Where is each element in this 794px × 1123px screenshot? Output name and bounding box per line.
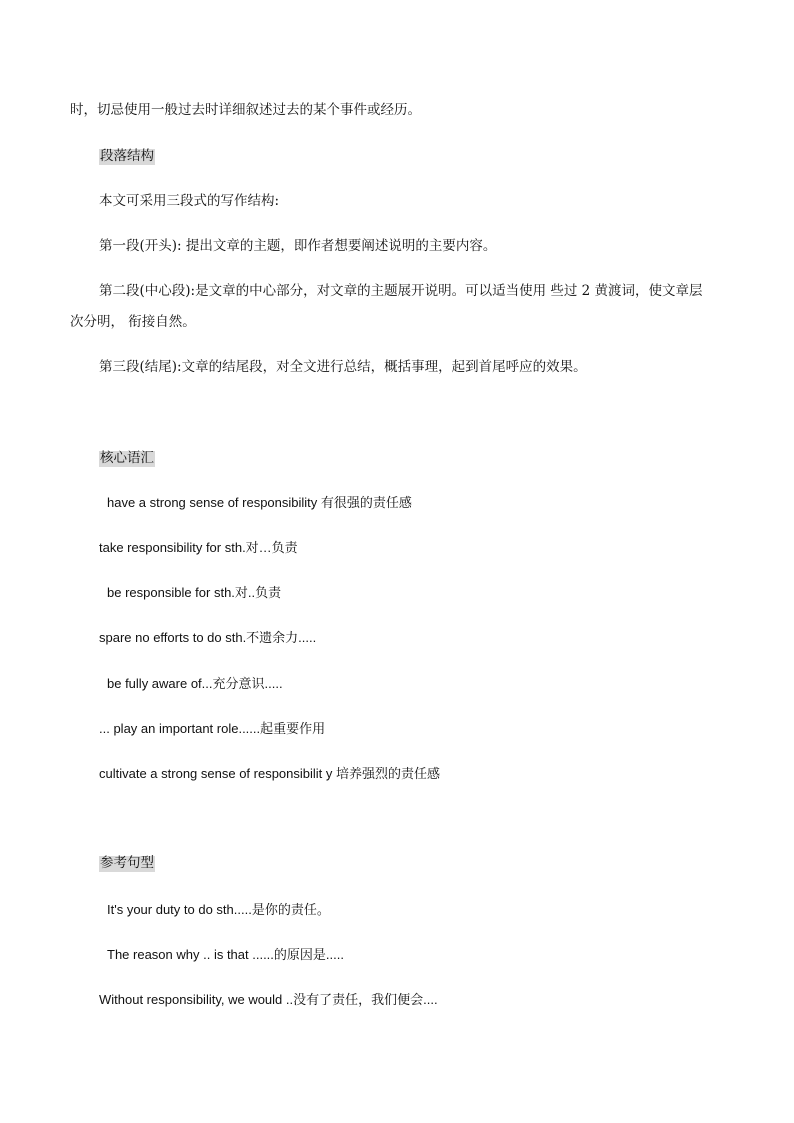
vocab-item: be fully aware of...充分意识.....: [107, 676, 283, 691]
vocab-item: take responsibility for sth.对…负责: [99, 540, 298, 555]
structure-intro-text: 本文可采用三段式的写作结构:: [99, 193, 280, 209]
structure-paragraph-3: 第三段(结尾):文章的结尾段，对全文进行总结，概括事理，起到首尾呼应的效果。: [99, 359, 587, 375]
section-heading-vocab: 核心语汇: [100, 450, 154, 466]
sentence-item: Without responsibility, we would ..没有了责任，我们便会....: [99, 992, 438, 1007]
intro-tail-text: 时，切忌使用一般过去时详细叙述过去的某个事件或经历。: [70, 102, 421, 118]
vocab-item: cultivate a strong sense of responsibilit y 培养强烈的责任感: [99, 766, 441, 781]
structure-paragraph-1: 第一段(开头): 提出文章的主题，即作者想要阐述说明的主要内容。: [99, 238, 497, 254]
vocab-item: ... play an important role......起重要作用: [99, 721, 326, 736]
sentence-item: The reason why .. is that ......的原因是.....: [107, 947, 344, 962]
structure-paragraph-2-line-2: 次分明， 衔接自然。: [70, 314, 196, 330]
structure-paragraph-2-line-1: 第二段(中心段):是文章的中心部分，对文章的主题展开说明。可以适当使用 些过 2 黄渡词，使文章层: [99, 283, 703, 299]
vocab-item: be responsible for sth.对..负责: [107, 585, 282, 600]
section-heading-sentences: 参考句型: [100, 855, 154, 871]
section-heading-structure: 段落结构: [100, 148, 154, 164]
sentence-item: It's your duty to do sth.....是你的责任。: [107, 902, 330, 917]
vocab-item: spare no efforts to do sth.不遗余力.....: [99, 630, 317, 645]
vocab-item: have a strong sense of responsibility 有很强的责任感: [107, 495, 412, 510]
